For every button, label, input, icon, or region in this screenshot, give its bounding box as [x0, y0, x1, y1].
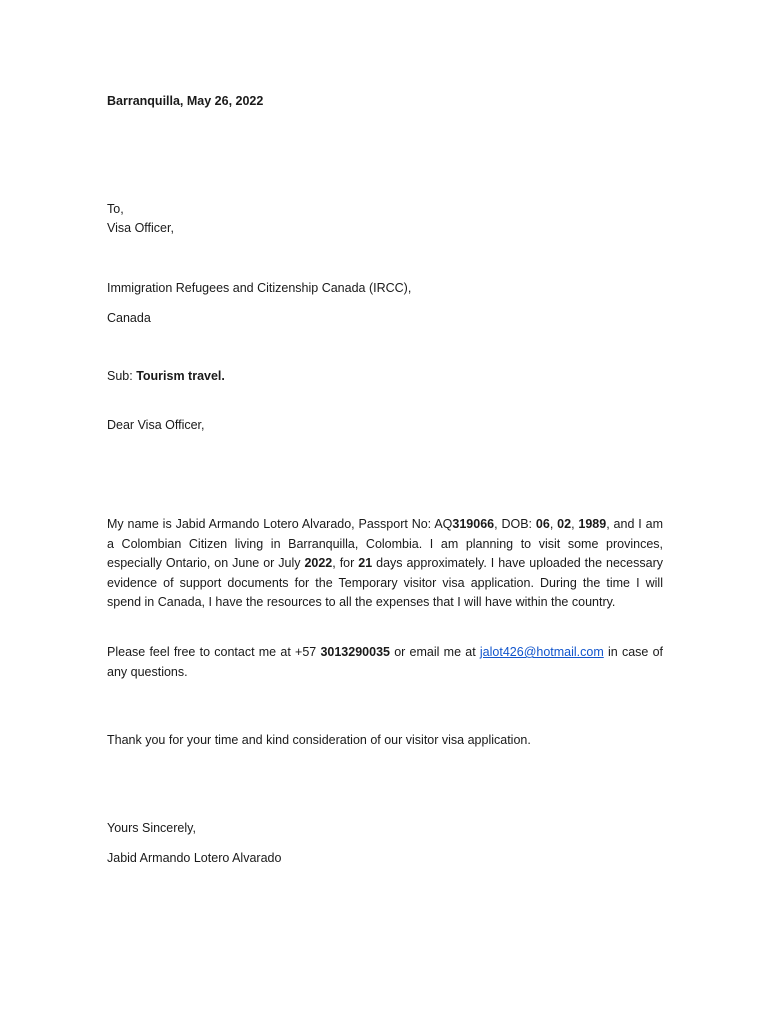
recipient-country: Canada [107, 311, 151, 325]
recipient-officer: Visa Officer, [107, 221, 174, 235]
travel-year: 2022 [304, 556, 333, 570]
passport-number: 319066 [452, 517, 495, 531]
body-paragraph-3: Thank you for your time and kind consideration of our visitor visa application. [107, 733, 531, 747]
p1-text-1: My name is Jabid Armando Lotero Alvarado, Passport No: AQ [107, 517, 453, 531]
p1-text-3: , and I am a Colombian Citizen living in Barranquilla, Colombia. I am planning to visit some provinces, especially Ontario, on June or July [107, 517, 663, 570]
phone-number: 3013290035 [320, 645, 390, 659]
p2-text-3: in case of any questions. [107, 645, 664, 679]
dob-separator-2: , [571, 517, 579, 531]
recipient-organization: Immigration Refugees and Citizenship Canada (IRCC), [107, 281, 412, 295]
salutation: Dear Visa Officer, [107, 418, 205, 432]
closing: Yours Sincerely, [107, 821, 196, 835]
body-paragraph-1 [107, 515, 663, 613]
p1-text-2: , DOB: [494, 517, 536, 531]
body-paragraph-2 [107, 643, 663, 682]
dob-separator-1: , [549, 517, 558, 531]
recipient-to: To, [107, 202, 124, 216]
p1-text-4: , for [332, 556, 359, 570]
email-link[interactable]: jalot426@hotmail.com [479, 645, 604, 659]
signature-name: Jabid Armando Lotero Alvarado [107, 851, 282, 865]
p1-text-5: days approximately. I have uploaded the necessary evidence of support documents for the Temporary visitor visa application. During the time I will spend in Canada, I have the resources to all the expenses that I will have within the country. [107, 556, 663, 609]
subject-text: Tourism travel. [136, 369, 225, 383]
dob-day: 06 [535, 517, 550, 531]
p2-text-1: Please feel free to contact me at +57 [107, 645, 321, 659]
subject-line [107, 367, 225, 386]
date-line: Barranquilla, May 26, 2022 [107, 94, 264, 108]
travel-days: 21 [358, 556, 373, 570]
dob-year: 1989 [578, 517, 607, 531]
p2-text-2: or email me at [389, 645, 480, 659]
subject-label: Sub: [107, 369, 137, 383]
dob-month: 02 [557, 517, 572, 531]
